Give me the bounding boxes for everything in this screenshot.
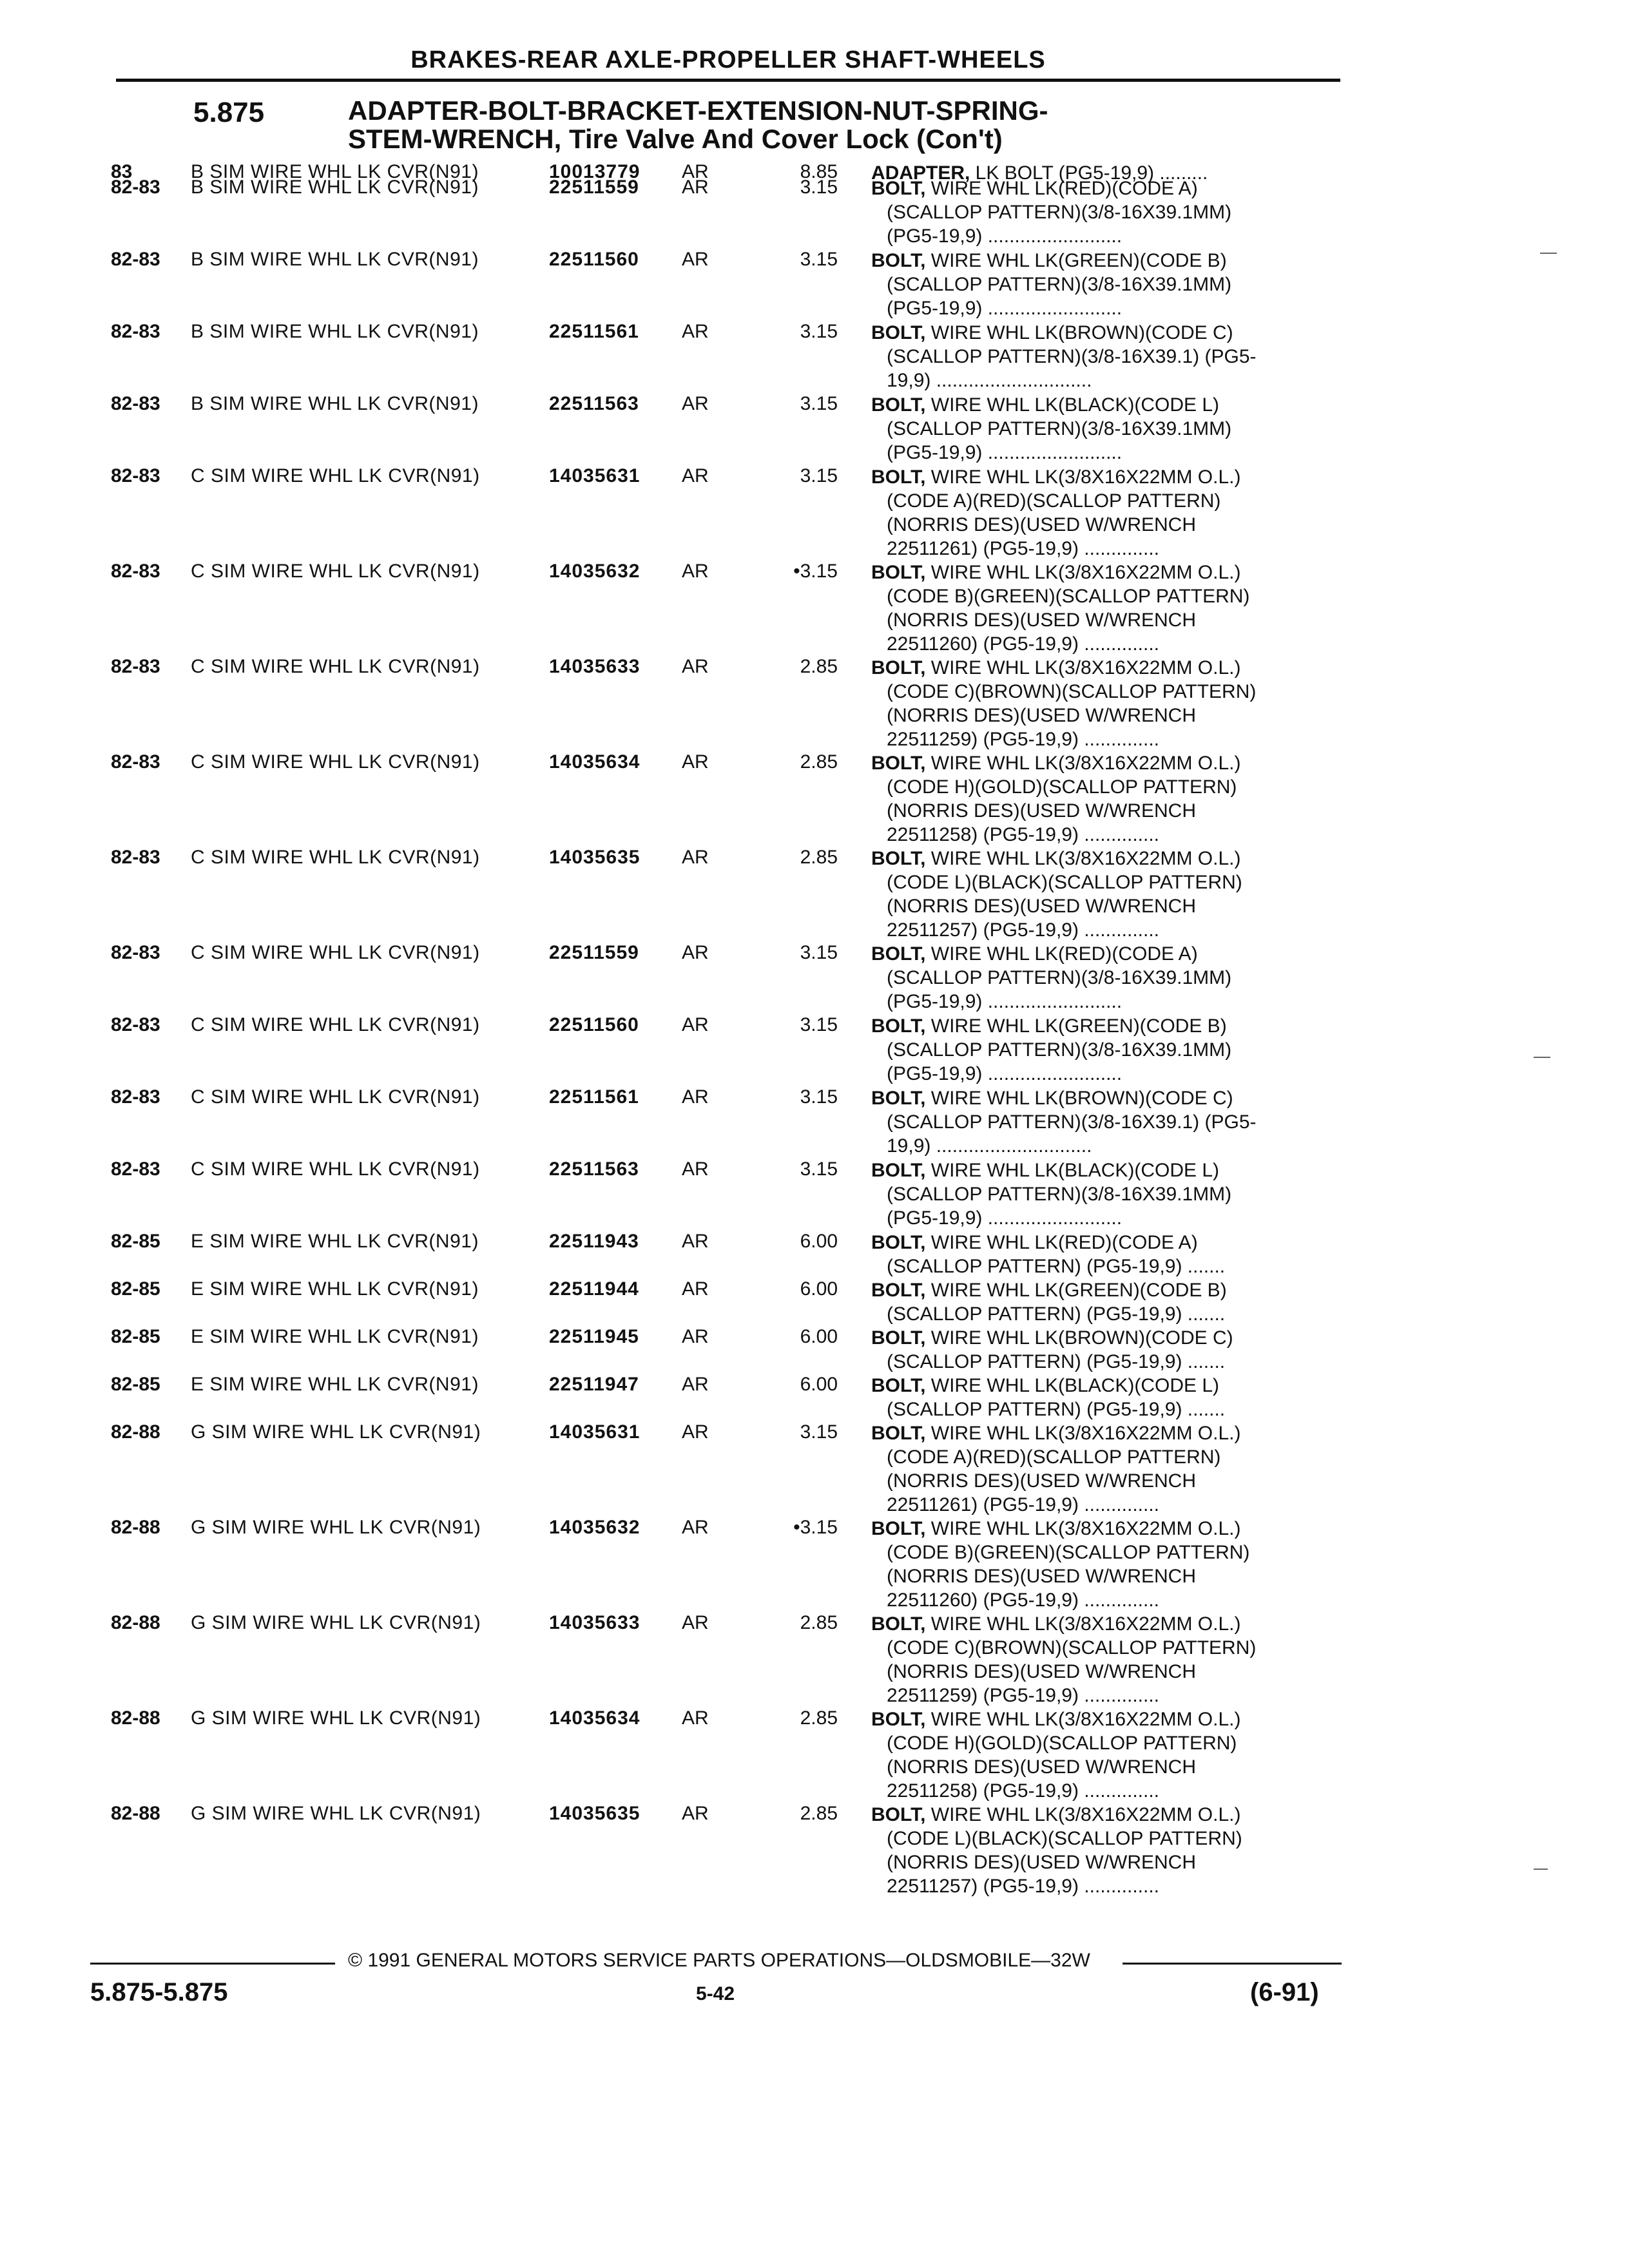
part-name-line: (PG5-19,9) ......................... (887, 298, 1123, 319)
series-description: E SIM WIRE WHL LK CVR(N91) (191, 1278, 479, 1300)
part-name-line: (NORRIS DES)(USED W/WRENCH (887, 1852, 1196, 1873)
part-name-line: (NORRIS DES)(USED W/WRENCH (887, 610, 1196, 631)
part-name-line: (SCALLOP PATTERN)(3/8-16X39.1MM) (887, 1039, 1232, 1061)
model-years: 82-88 (111, 1517, 160, 1538)
part-name-line: BOLT, WIRE WHL LK(RED)(CODE A) (871, 1232, 1198, 1253)
model-years: 82-85 (111, 1231, 160, 1252)
quantity: AR (682, 1374, 709, 1395)
model-years: 82-83 (111, 1014, 160, 1035)
part-name-line: 22511261) (PG5-19,9) .............. (887, 538, 1159, 559)
part-name (871, 942, 1342, 1014)
model-years: 82-83 (111, 942, 160, 963)
series-description: C SIM WIRE WHL LK CVR(N91) (191, 751, 480, 773)
model-years: 82-83 (111, 1158, 160, 1180)
part-name (871, 656, 1342, 751)
price: 6.00 (800, 1326, 838, 1347)
part-name-line: BOLT, WIRE WHL LK(BROWN)(CODE C) (871, 1088, 1233, 1109)
section-title (348, 97, 1340, 153)
part-name-line: (NORRIS DES)(USED W/WRENCH (887, 896, 1196, 917)
price: 6.00 (800, 1374, 838, 1395)
part-name-line: (PG5-19,9) ......................... (887, 1207, 1123, 1229)
part-name-line: BOLT, WIRE WHL LK(3/8X16X22MM O.L.) (871, 657, 1241, 678)
series-description: G SIM WIRE WHL LK CVR(N91) (191, 1517, 481, 1538)
part-name-line: BOLT, WIRE WHL LK(3/8X16X22MM O.L.) (871, 1804, 1241, 1825)
part-name (871, 1517, 1342, 1612)
model-years: 82-88 (111, 1612, 160, 1633)
part-name-line: (CODE A)(RED)(SCALLOP PATTERN) (887, 1446, 1221, 1468)
model-years: 82-85 (111, 1278, 160, 1300)
part-name (871, 1421, 1342, 1517)
quantity: AR (682, 1421, 709, 1443)
part-name-line: BOLT, WIRE WHL LK(3/8X16X22MM O.L.) (871, 466, 1241, 488)
price: •3.15 (793, 561, 838, 582)
part-name-line: BOLT, WIRE WHL LK(3/8X16X22MM O.L.) (871, 1518, 1241, 1539)
price: 3.15 (800, 393, 838, 414)
series-description: B SIM WIRE WHL LK CVR(N91) (191, 161, 479, 182)
part-name-line: (NORRIS DES)(USED W/WRENCH (887, 1566, 1196, 1587)
part-number: 22511944 (549, 1278, 639, 1300)
series-description: E SIM WIRE WHL LK CVR(N91) (191, 1374, 479, 1395)
part-name-line: 22511261) (PG5-19,9) .............. (887, 1494, 1159, 1515)
part-name-line: BOLT, WIRE WHL LK(3/8X16X22MM O.L.) (871, 1709, 1241, 1730)
part-name-line: 22511257) (PG5-19,9) .............. (887, 1876, 1159, 1897)
part-name-line: 22511258) (PG5-19,9) .............. (887, 824, 1159, 845)
part-name-line: 19,9) ............................. (887, 1135, 1092, 1157)
part-name-line: (SCALLOP PATTERN)(3/8-16X39.1MM) (887, 967, 1232, 988)
part-name-line: BOLT, WIRE WHL LK(GREEN)(CODE B) (871, 250, 1227, 271)
price: 3.15 (800, 942, 838, 963)
part-name-line: (SCALLOP PATTERN)(3/8-16X39.1) (PG5- (887, 346, 1257, 367)
part-name-line: BOLT, WIRE WHL LK(BROWN)(CODE C) (871, 322, 1233, 343)
quantity: AR (682, 1707, 709, 1729)
part-name (871, 393, 1342, 465)
part-name-line: (SCALLOP PATTERN)(3/8-16X39.1MM) (887, 202, 1232, 223)
part-name-line: BOLT, WIRE WHL LK(RED)(CODE A) (871, 943, 1198, 965)
part-name (871, 1612, 1342, 1707)
quantity: AR (682, 847, 709, 868)
part-name (871, 321, 1342, 392)
part-name (871, 1803, 1342, 1898)
part-number: 22511559 (549, 177, 639, 198)
part-name-line: (SCALLOP PATTERN)(3/8-16X39.1MM) (887, 1184, 1232, 1205)
price: 3.15 (800, 1158, 838, 1180)
part-name-line: (NORRIS DES)(USED W/WRENCH (887, 705, 1196, 726)
part-name (871, 1707, 1342, 1803)
model-years: 82-83 (111, 656, 160, 677)
price: 8.85 (800, 161, 838, 182)
part-number: 22511945 (549, 1326, 639, 1347)
price: 3.15 (800, 177, 838, 198)
model-years: 82-83 (111, 393, 160, 414)
quantity: AR (682, 656, 709, 677)
part-name-line: BOLT, WIRE WHL LK(BLACK)(CODE L) (871, 1375, 1220, 1396)
part-name-line: ADAPTER, LK BOLT (PG5-19,9) ......... (871, 162, 1208, 184)
part-name-line: 19,9) ............................. (887, 370, 1092, 391)
part-number: 22511947 (549, 1374, 639, 1395)
series-description: E SIM WIRE WHL LK CVR(N91) (191, 1326, 479, 1347)
series-description: G SIM WIRE WHL LK CVR(N91) (191, 1707, 481, 1729)
quantity: AR (682, 942, 709, 963)
price: 6.00 (800, 1278, 838, 1300)
margin-mark (1534, 1869, 1548, 1870)
series-description: G SIM WIRE WHL LK CVR(N91) (191, 1612, 481, 1633)
part-name-line: BOLT, WIRE WHL LK(BLACK)(CODE L) (871, 1160, 1220, 1181)
part-name (871, 1278, 1342, 1326)
quantity: AR (682, 1517, 709, 1538)
price: 2.85 (800, 1707, 838, 1729)
model-years: 82-83 (111, 465, 160, 486)
part-number: 22511563 (549, 393, 639, 414)
price: •3.15 (793, 1517, 838, 1538)
part-name (871, 465, 1342, 561)
price: 3.15 (800, 465, 838, 486)
quantity: AR (682, 1158, 709, 1180)
quantity: AR (682, 161, 709, 182)
series-description: B SIM WIRE WHL LK CVR(N91) (191, 249, 479, 270)
part-name (871, 1158, 1342, 1230)
part-name-line: BOLT, WIRE WHL LK(3/8X16X22MM O.L.) (871, 848, 1241, 869)
price: 6.00 (800, 1231, 838, 1252)
section-title-line2: STEM-WRENCH, Tire Valve And Cover Lock (Con't) (348, 124, 1003, 154)
part-name-line: BOLT, WIRE WHL LK(GREEN)(CODE B) (871, 1015, 1227, 1037)
quantity: AR (682, 249, 709, 270)
part-name (871, 847, 1342, 942)
part-name (871, 1231, 1342, 1278)
price: 2.85 (800, 751, 838, 773)
part-name-line: (SCALLOP PATTERN) (PG5-19,9) ....... (887, 1399, 1226, 1420)
quantity: AR (682, 561, 709, 582)
section-title-line1: ADAPTER-BOLT-BRACKET-EXTENSION-NUT-SPRING- (348, 95, 1048, 126)
part-name-line: (CODE A)(RED)(SCALLOP PATTERN) (887, 490, 1221, 512)
margin-mark (1540, 253, 1557, 254)
part-name-line: (PG5-19,9) ......................... (887, 991, 1123, 1012)
part-name-line: (CODE L)(BLACK)(SCALLOP PATTERN) (887, 872, 1242, 893)
part-number: 14035634 (549, 751, 641, 773)
footer-rule-left (90, 1963, 335, 1965)
series-description: C SIM WIRE WHL LK CVR(N91) (191, 1014, 480, 1035)
part-name-line: (PG5-19,9) ......................... (887, 442, 1123, 463)
series-description: G SIM WIRE WHL LK CVR(N91) (191, 1421, 481, 1443)
model-years: 82-88 (111, 1421, 160, 1443)
part-name-line: BOLT, WIRE WHL LK(BLACK)(CODE L) (871, 394, 1220, 416)
part-name-line: (NORRIS DES)(USED W/WRENCH (887, 1470, 1196, 1492)
price: 3.15 (800, 1421, 838, 1443)
series-description: C SIM WIRE WHL LK CVR(N91) (191, 847, 480, 868)
quantity: AR (682, 751, 709, 773)
part-number: 22511560 (549, 1014, 639, 1035)
model-years: 82-83 (111, 1086, 160, 1108)
part-number: 22511559 (549, 942, 639, 963)
part-name-line: (SCALLOP PATTERN) (PG5-19,9) ....... (887, 1303, 1226, 1325)
part-name-line: (SCALLOP PATTERN)(3/8-16X39.1MM) (887, 274, 1232, 295)
part-name-line: (SCALLOP PATTERN) (PG5-19,9) ....... (887, 1256, 1226, 1277)
model-years: 83 (111, 161, 133, 182)
part-number: 14035632 (549, 561, 641, 582)
quantity: AR (682, 1612, 709, 1633)
price: 2.85 (800, 656, 838, 677)
footer-rule-right (1123, 1963, 1342, 1965)
part-name-line: (CODE L)(BLACK)(SCALLOP PATTERN) (887, 1828, 1242, 1849)
model-years: 82-83 (111, 177, 160, 198)
part-number: 14035635 (549, 1803, 641, 1824)
quantity: AR (682, 1086, 709, 1108)
part-name-line: (CODE B)(GREEN)(SCALLOP PATTERN) (887, 1542, 1250, 1563)
series-description: C SIM WIRE WHL LK CVR(N91) (191, 465, 480, 486)
series-description: C SIM WIRE WHL LK CVR(N91) (191, 942, 480, 963)
model-years: 82-83 (111, 249, 160, 270)
part-name-line: 22511260) (PG5-19,9) .............. (887, 633, 1159, 655)
price: 2.85 (800, 1803, 838, 1824)
part-name-line: 22511259) (PG5-19,9) .............. (887, 729, 1159, 750)
part-name (871, 1326, 1342, 1374)
part-name (871, 1014, 1342, 1086)
price: 3.15 (800, 1014, 838, 1035)
footer-page-number: 5-42 (696, 1983, 735, 2004)
part-number: 14035633 (549, 656, 641, 677)
part-number: 22511943 (549, 1231, 639, 1252)
part-name-line: (CODE H)(GOLD)(SCALLOP PATTERN) (887, 1733, 1237, 1754)
model-years: 82-83 (111, 751, 160, 773)
part-name (871, 1086, 1342, 1158)
part-name-line: (NORRIS DES)(USED W/WRENCH (887, 1661, 1196, 1682)
footer-section-range: 5.875-5.875 (90, 1978, 228, 2006)
part-name-line: (NORRIS DES)(USED W/WRENCH (887, 800, 1196, 822)
part-name-line: 22511259) (PG5-19,9) .............. (887, 1685, 1159, 1706)
part-name-line: BOLT, WIRE WHL LK(3/8X16X22MM O.L.) (871, 753, 1241, 774)
margin-mark (1534, 1057, 1550, 1058)
quantity: AR (682, 1278, 709, 1300)
model-years: 82-83 (111, 561, 160, 582)
part-number: 22511561 (549, 321, 639, 342)
part-name (871, 751, 1342, 847)
part-name-line: BOLT, WIRE WHL LK(3/8X16X22MM O.L.) (871, 1423, 1241, 1444)
series-description: C SIM WIRE WHL LK CVR(N91) (191, 561, 480, 582)
series-description: C SIM WIRE WHL LK CVR(N91) (191, 1158, 480, 1180)
part-name-line: (PG5-19,9) ......................... (887, 226, 1123, 247)
part-name-line: (NORRIS DES)(USED W/WRENCH (887, 1756, 1196, 1778)
quantity: AR (682, 177, 709, 198)
part-name-line: (PG5-19,9) ......................... (887, 1063, 1123, 1084)
part-number: 22511563 (549, 1158, 639, 1180)
page-header-title: BRAKES-REAR AXLE-PROPELLER SHAFT-WHEELS (410, 46, 1046, 73)
quantity: AR (682, 1326, 709, 1347)
model-years: 82-83 (111, 847, 160, 868)
series-description: E SIM WIRE WHL LK CVR(N91) (191, 1231, 479, 1252)
footer-copyright: © 1991 GENERAL MOTORS SERVICE PARTS OPERATIONS—OLDSMOBILE—32W (348, 1950, 1090, 1971)
part-name-line: (SCALLOP PATTERN) (PG5-19,9) ....... (887, 1351, 1226, 1372)
part-number: 22511560 (549, 249, 639, 270)
quantity: AR (682, 1231, 709, 1252)
series-description: C SIM WIRE WHL LK CVR(N91) (191, 656, 480, 677)
part-name-line: BOLT, WIRE WHL LK(3/8X16X22MM O.L.) (871, 1613, 1241, 1635)
part-name-line: BOLT, WIRE WHL LK(RED)(CODE A) (871, 178, 1198, 199)
price: 2.85 (800, 1612, 838, 1633)
part-name-line: (NORRIS DES)(USED W/WRENCH (887, 514, 1196, 535)
part-name-line: 22511258) (PG5-19,9) .............. (887, 1780, 1159, 1802)
series-description: B SIM WIRE WHL LK CVR(N91) (191, 177, 479, 198)
quantity: AR (682, 393, 709, 414)
part-name (871, 561, 1342, 656)
quantity: AR (682, 465, 709, 486)
model-years: 82-85 (111, 1374, 160, 1395)
quantity: AR (682, 1803, 709, 1824)
part-number: 14035633 (549, 1612, 641, 1633)
price: 3.15 (800, 321, 838, 342)
part-name-line: (CODE H)(GOLD)(SCALLOP PATTERN) (887, 776, 1237, 798)
part-name-line: (SCALLOP PATTERN)(3/8-16X39.1MM) (887, 418, 1232, 439)
series-description: G SIM WIRE WHL LK CVR(N91) (191, 1803, 481, 1824)
part-name-line: (CODE B)(GREEN)(SCALLOP PATTERN) (887, 586, 1250, 607)
part-name-line: (SCALLOP PATTERN)(3/8-16X39.1) (PG5- (887, 1111, 1257, 1133)
part-number: 22511561 (549, 1086, 639, 1108)
series-description: C SIM WIRE WHL LK CVR(N91) (191, 1086, 480, 1108)
part-number: 14035632 (549, 1517, 641, 1538)
model-years: 82-85 (111, 1326, 160, 1347)
price: 3.15 (800, 249, 838, 270)
section-number: 5.875 (193, 97, 265, 128)
series-description: B SIM WIRE WHL LK CVR(N91) (191, 393, 479, 414)
series-description: B SIM WIRE WHL LK CVR(N91) (191, 321, 479, 342)
part-name (871, 249, 1342, 320)
part-number: 10013779 (549, 161, 641, 182)
part-name-line: (CODE C)(BROWN)(SCALLOP PATTERN) (887, 1637, 1257, 1658)
part-number: 14035631 (549, 465, 641, 486)
price: 3.15 (800, 1086, 838, 1108)
part-number: 14035631 (549, 1421, 641, 1443)
part-name (871, 1374, 1342, 1421)
price: 2.85 (800, 847, 838, 868)
part-name-line: BOLT, WIRE WHL LK(GREEN)(CODE B) (871, 1280, 1227, 1301)
header-rule (116, 79, 1340, 82)
part-name-line: BOLT, WIRE WHL LK(3/8X16X22MM O.L.) (871, 562, 1241, 583)
part-name-line: 22511260) (PG5-19,9) .............. (887, 1590, 1159, 1611)
part-name-line: BOLT, WIRE WHL LK(BROWN)(CODE C) (871, 1327, 1233, 1349)
part-name-line: 22511257) (PG5-19,9) .............. (887, 919, 1159, 941)
quantity: AR (682, 1014, 709, 1035)
model-years: 82-83 (111, 321, 160, 342)
part-name (871, 177, 1342, 248)
footer-date-code: (6-91) (1250, 1978, 1319, 2006)
quantity: AR (682, 321, 709, 342)
part-number: 14035635 (549, 847, 641, 868)
model-years: 82-88 (111, 1803, 160, 1824)
part-number: 14035634 (549, 1707, 641, 1729)
part-name-line: (CODE C)(BROWN)(SCALLOP PATTERN) (887, 681, 1257, 702)
model-years: 82-88 (111, 1707, 160, 1729)
